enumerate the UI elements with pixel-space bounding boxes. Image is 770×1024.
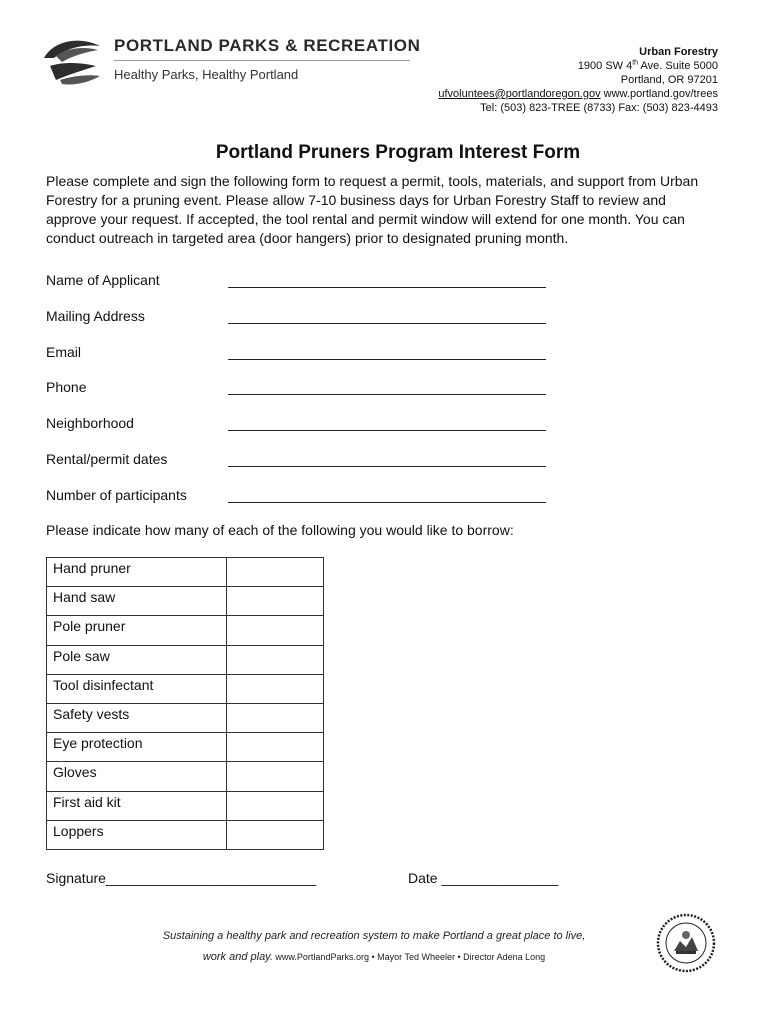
field-email[interactable] [46,344,566,364]
quantity-cell[interactable] [227,645,324,674]
borrow-prompt: Please indicate how many of each of the following you would like to borrow: [46,522,514,538]
quantity-cell[interactable] [227,703,324,732]
fill-in-line[interactable] [228,323,546,324]
field-rental-permit-dates[interactable] [46,451,566,471]
field-label: Neighborhood [46,415,134,431]
field-label: Email [46,344,82,360]
fill-in-line[interactable] [228,502,546,503]
form-title: Portland Pruners Program Interest Form [215,142,581,163]
leaf-hands-logo-icon [40,36,106,86]
field-label: Number of participants [46,487,187,503]
quantity-cell[interactable] [227,674,324,703]
field-number-of-participants[interactable] [46,487,566,507]
address-part1: 1900 SW 4 [577,60,633,72]
footer-mission: Sustaining a healthy park and recreation system to make Portland a great place to live, [162,930,586,942]
item-name: Loppers [47,820,227,849]
field-name-of-applicant[interactable] [46,272,566,292]
org-tagline: Healthy Parks, Healthy Portland [114,67,299,82]
table-row [47,791,324,820]
footer-links: www.PortlandParks.org • Mayor Ted Wheeler • Director Adena Long [272,952,546,962]
quantity-cell[interactable] [227,733,324,762]
field-mailing-address[interactable] [46,308,566,328]
quantity-cell[interactable] [227,820,324,849]
logo-divider [114,60,410,61]
footer-credits [0,951,748,963]
table-row [47,587,324,616]
item-name: Hand pruner [47,558,227,587]
fill-in-line[interactable] [228,466,546,467]
item-name: Pole saw [47,645,227,674]
item-name: Gloves [47,762,227,791]
table-row [47,645,324,674]
table-row [47,616,324,645]
quantity-cell[interactable] [227,762,324,791]
address-superscript: th [632,59,639,67]
phone-fax: Tel: (503) 823-TREE (8733) Fax: (503) 823-4493 [480,102,718,114]
website-link[interactable]: www.portland.gov/trees [600,88,718,100]
item-name: Pole pruner [47,616,227,645]
contact-block [438,45,718,115]
field-label: Phone [46,379,87,395]
borrow-table [46,557,324,850]
street-address [438,59,718,73]
department-name: Urban Forestry [639,46,718,58]
quantity-cell[interactable] [227,791,324,820]
email-link[interactable]: ufvoluntees@portlandoregon.gov [438,88,601,100]
fill-in-line[interactable] [228,287,546,288]
address-part2: Ave. Suite 5000 [638,60,718,72]
date-field[interactable]: Date _______________ [408,870,559,886]
quantity-cell[interactable] [227,616,324,645]
item-name: Safety vests [47,703,227,732]
signature-field[interactable]: Signature___________________________ [46,870,317,886]
field-neighborhood[interactable] [46,415,566,435]
field-label: Rental/permit dates [46,451,168,467]
quantity-cell[interactable] [227,558,324,587]
fill-in-line[interactable] [228,394,546,395]
item-name: First aid kit [47,791,227,820]
field-phone[interactable] [46,379,566,399]
field-label: Mailing Address [46,308,145,324]
item-name: Eye protection [47,733,227,762]
table-row [47,733,324,762]
fill-in-line[interactable] [228,430,546,431]
city-state-zip: Portland, OR 97201 [620,74,718,86]
table-row [47,674,324,703]
table-row [47,762,324,791]
email-web-line [438,87,718,101]
org-name: PORTLAND PARKS & RECREATION [114,36,421,55]
city-seal-icon [656,913,716,973]
footer-mission-end: work and play. [202,951,273,963]
table-row [47,558,324,587]
field-label: Name of Applicant [46,272,160,288]
form-intro: Please complete and sign the following form to request a permit, tools, materials, and support from Urban Forestry for a pruning event. Please allow 7-10 business days for Urban Forestry Staff to review and approve your request. If accepted, the tool rental and permit window will extend for one month. You can conduct outreach in targeted area (door hangers) prior to designated pruning month. [46,173,699,246]
item-name: Hand saw [47,587,227,616]
fill-in-line[interactable] [228,359,546,360]
table-row [47,703,324,732]
quantity-cell[interactable] [227,587,324,616]
table-row [47,820,324,849]
ppr-logo [40,36,420,86]
item-name: Tool disinfectant [47,674,227,703]
